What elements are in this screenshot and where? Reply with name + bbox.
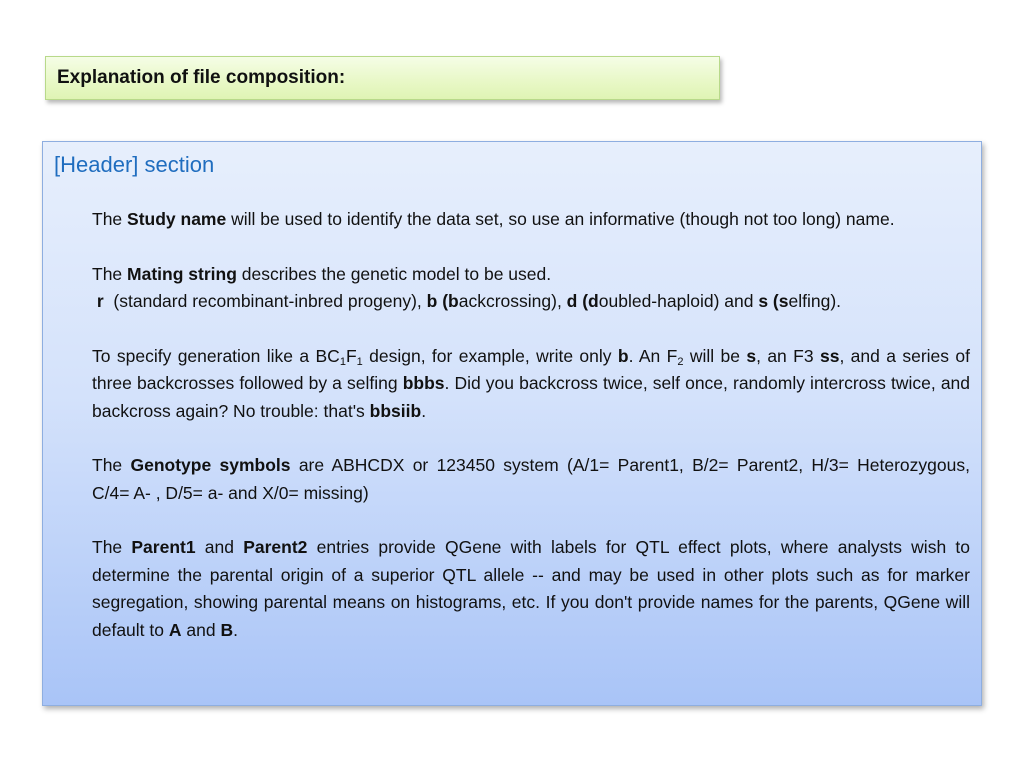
term-study-name: Study name [127, 209, 227, 229]
section-body [92, 206, 980, 644]
code: b [617, 345, 629, 366]
text: F [345, 345, 357, 366]
text: The [92, 209, 128, 229]
term-genotype-symbols: Genotype symbols [130, 455, 291, 475]
text: To specify generation like a BC [92, 345, 340, 366]
slide-title-box [45, 56, 720, 100]
text: (standard recombinant-inbred progeny), [103, 291, 427, 311]
term-parent1: Parent1 [131, 537, 196, 557]
text: are ABHCDX or 123450 system (A/1= Parent1, B/2= Parent2, H/3= Heterozygous, C/4= A- , D/5= a- and X/0= missing) [92, 455, 980, 503]
text: The [92, 537, 132, 557]
genotype-symbols-paragraph [92, 452, 980, 507]
text: will be used to identify the data set, so use an informative (though not too long) name. [226, 209, 895, 229]
text: . Did you backcross twice, self once, randomly intercross twice, and backcross again? No trouble: that's [92, 373, 971, 421]
code: s [746, 345, 757, 366]
text: oubled-haploid) and [598, 291, 759, 311]
generation-paragraph [92, 343, 970, 426]
text: describes the genetic model to be used. [236, 263, 552, 284]
text: . [421, 400, 427, 421]
subscript: 1 [339, 355, 346, 368]
code: bbbs [402, 373, 445, 393]
text: The [92, 455, 131, 475]
subscript: 1 [356, 355, 363, 368]
text: and [181, 619, 221, 640]
term-parent2: Parent2 [243, 537, 308, 557]
text: elfing). [788, 291, 842, 311]
text: . [233, 619, 238, 640]
text: , an F3 [756, 345, 820, 366]
mating-string-paragraph [92, 261, 970, 316]
text: The [92, 263, 128, 284]
term-mating-string: Mating string [127, 263, 237, 284]
section-heading: [Header] section [54, 152, 215, 177]
text: , and a series of three backcrosses followed by a selfing [92, 345, 970, 393]
text: ackcrossing), [458, 291, 567, 311]
content-box [42, 141, 982, 706]
slide-title: Explanation of file composition: [57, 67, 346, 88]
code-r: r [96, 291, 104, 311]
text: entries provide QGene with labels for QTL effect plots, where analysts wish to determine the parental origin of a superior QTL allele -- and may be used in other plots such as for marker segregation, showing parental means on histograms, etc. If you don't provide names for the parents, QGene will default to [92, 537, 970, 640]
text: and [195, 537, 244, 557]
code: A [168, 619, 182, 640]
text: . An F [628, 345, 678, 366]
text: will be [683, 345, 747, 366]
code-b: b (b [426, 291, 459, 311]
text: design, for example, write only [362, 345, 618, 366]
parents-paragraph [92, 534, 970, 644]
code: ss [819, 345, 840, 366]
code: B [220, 619, 234, 640]
code-s: s (s [758, 291, 789, 311]
code-d: d (d [566, 291, 599, 311]
subscript: 2 [677, 355, 684, 368]
code: bbsiib [369, 400, 422, 421]
study-name-paragraph [92, 206, 970, 234]
